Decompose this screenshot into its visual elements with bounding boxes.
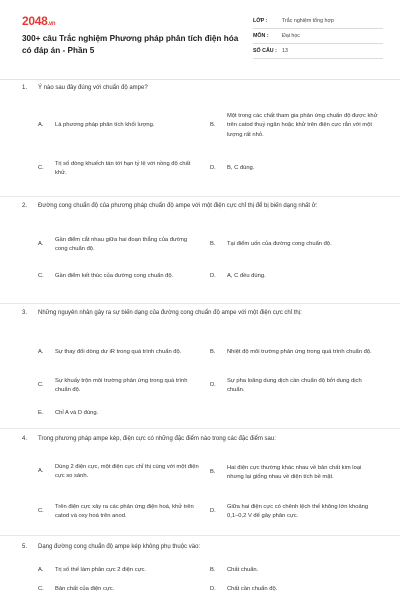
option-text: Chỉ A và D đúng. [55,410,99,417]
question-2 [0,197,400,304]
question-stem: Trong phương pháp ampe kép, điện cực có những đặc điểm nào trong các đặc điểm sau: [38,436,276,442]
option-label: A. [38,122,44,129]
option-label: B. [210,349,216,356]
option-label: A. [38,567,44,574]
option-text: Tại điểm uốn của đường cong chuẩn độ. [227,241,332,248]
option-text: Chất chuẩn. [227,567,259,574]
option-a[interactable] [38,116,208,136]
option-c[interactable] [38,374,208,398]
option-label: B. [210,469,216,476]
option-label: C. [38,586,44,593]
meta-value: Trắc nghiệm tổng hợp [282,18,334,24]
option-b[interactable] [210,341,385,365]
option-text: Một trong các chất tham gia phản ứng chuẩn độ được khử trên catod thuỷ ngân hoặc khử trên điện cực rắn với một lượng rất nhỏ. [227,112,378,138]
question-stem: Những nguyên nhân gây ra sự biến dạng của đường cong chuẩn độ ampe với một điện cực chỉ thị: [38,310,302,316]
option-text: Sự khuấy trộn môi trường phản ứng trong quá trình chuẩn độ. [55,377,188,393]
question-stem: Ý nào sau đây đúng với chuẩn độ ampe? [38,85,148,91]
option-text: Chất cần chuẩn độ. [227,586,278,593]
option-label: C. [38,273,44,280]
meta-value: 13 [282,48,288,54]
question-number: 3. [22,310,28,316]
option-text: A, C đều đúng. [227,273,266,280]
meta-value: Đại học [282,33,300,39]
option-c[interactable] [38,156,208,182]
option-label: B. [210,122,216,129]
option-label: C. [38,382,44,389]
question-5 [0,536,400,600]
question-1 [0,78,400,197]
option-label: C. [38,508,44,515]
question-number: 4. [22,436,28,442]
option-label: D. [210,508,216,515]
option-text: Hai điện cực thường khác nhau về bản chất kim loại nhưng lại giống nhau về diện tích bề mặt. [227,464,362,480]
option-label: C. [38,165,44,172]
question-text [22,308,377,319]
option-b[interactable] [210,98,385,154]
page-header [0,0,400,80]
option-a[interactable] [38,233,208,257]
question-4 [0,429,400,536]
site-logo[interactable] [22,14,55,28]
logo-main: 2048 [22,14,48,28]
option-c[interactable] [38,583,208,597]
option-label: E. [38,410,44,417]
option-d[interactable] [210,583,380,597]
question-text [22,201,377,212]
option-label: D. [210,165,216,172]
meta-key: LỚP : [253,18,268,24]
option-label: A. [38,468,44,475]
option-label: A. [38,241,44,248]
option-d[interactable] [210,500,385,524]
option-text: Trị số dòng khuếch tán tới hạn tỷ lệ với nồng độ chất khử. [55,160,191,176]
option-text: Bản chất của điện cực. [55,586,115,593]
option-text: Nhiệt độ môi trường phản ứng trong quá trình chuẩn độ. [227,349,372,356]
option-a[interactable] [38,564,208,578]
document-meta [253,14,383,59]
option-b[interactable] [210,455,385,491]
option-text: Sự pha loãng dung dịch cần chuẩn độ bởi dung dịch chuẩn. [227,377,362,393]
option-text: Sự thay đổi dòng dư iR trong quá trình chuẩn độ. [55,349,182,356]
option-text: Gần điểm kết thúc của đường cong chuẩn độ. [55,273,174,280]
option-text: Trên điện cực xảy ra các phản ứng điện hoá, khử trên catod và oxy hoá trên anod. [55,503,194,519]
option-text: Dùng 2 điện cực, một điện cực chỉ thị cùng với một điện cực so sánh. [55,463,199,479]
option-label: D. [210,273,216,280]
meta-key: MÔN : [253,33,269,39]
option-label: D. [210,586,216,593]
document-title: 300+ câu Trắc nghiệm Phương pháp phân tích điện hóa có đáp án - Phần 5 [22,34,239,55]
option-a[interactable] [38,341,208,365]
option-text: Là phương pháp phân tích khối lượng. [55,122,155,129]
option-a[interactable] [38,457,208,487]
option-text: Giữa hai điện cực có chênh lệch thế không lớn khoảng 0,1–0,2 V để gây phân cực. [227,503,369,519]
question-text [22,83,382,94]
option-label: B. [210,567,216,574]
option-d[interactable] [210,160,380,178]
meta-row-count [253,44,383,59]
question-number: 5. [22,544,28,550]
meta-row-class [253,14,383,29]
logo-suffix: .vn [47,21,56,27]
question-number: 2. [22,203,28,209]
question-stem: Đường cong chuẩn độ của phương pháp chuẩn độ ampe với một điện cực chỉ thị để bị biến dạng nhất ở: [38,203,318,209]
meta-row-subject [253,29,383,44]
option-d[interactable] [210,374,385,398]
option-b[interactable] [210,564,380,578]
option-c[interactable] [38,265,208,289]
option-b[interactable] [210,236,385,254]
option-label: D. [210,382,216,389]
option-d[interactable] [210,268,380,286]
question-stem: Dạng đường cong chuẩn độ ampe kép không phụ thuộc vào: [38,544,201,550]
option-text: Trị số thế làm phân cực 2 điện cực. [55,567,146,574]
option-label: A. [38,349,44,356]
question-text [22,434,382,445]
option-text: Gần điểm cắt nhau giữa hai đoạn thẳng của đường cong chuẩn độ. [55,236,188,252]
question-text [22,542,382,553]
option-c[interactable] [38,500,208,524]
option-e[interactable] [38,406,208,422]
option-label: B. [210,241,216,248]
question-3 [0,304,400,429]
option-text: B, C đúng. [227,165,255,172]
meta-key: SỐ CÂU : [253,48,277,54]
question-number: 1. [22,85,28,91]
